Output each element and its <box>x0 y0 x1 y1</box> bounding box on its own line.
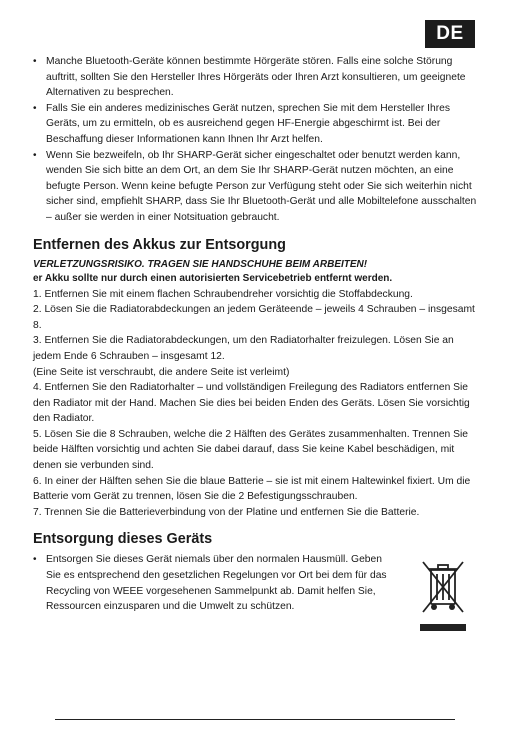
footer-rule <box>55 719 455 720</box>
step-item: 7. Trennen Sie die Batterieverbindung von der Platine und entfernen Sie die Batterie. <box>33 506 420 518</box>
step-item: 5. Lösen Sie die 8 Schrauben, welche die 2 Hälften des Gerätes zusammenhalten. Trennen Sie beide Hälften vorsichtig und achten Sie dabei darauf, dass Sie keine Kabel beschädigen, mit denen sie verbunden sind. <box>33 428 469 472</box>
bullet-item: • Manche Bluetooth-Geräte können bestimmte Hörgeräte stören. Falls eine solche Störung auftritt, sollten Sie den Hersteller Ihres Hörgeräts oder Ihren Arzt konsultieren, um geeignete Alternativen zu besprechen. <box>33 54 477 101</box>
disposal-section <box>33 530 477 614</box>
disposal-bullet-list <box>33 552 393 614</box>
service-note: er Akku sollte nur durch einen autorisierten Servicebetrieb entfernt werden. <box>33 272 393 284</box>
step-item: 1. Entfernen Sie mit einem flachen Schraubendreher vorsichtig die Stoffabdeckung. <box>33 288 413 300</box>
step-item: 2. Lösen Sie die Radiatorabdeckungen an jedem Geräteende – jeweils 4 Schrauben – insgesamt 8. <box>33 304 475 331</box>
bullet-item: • Falls Sie ein anderes medizinisches Gerät nutzen, sprechen Sie mit dem Hersteller Ihres Geräts, um zu ermitteln, ob es ausreichend gegen HF-Energie abgeschirmt ist. Bei der Beschaffung dieser Informationen kann Ihnen Ihr Arzt helfen. <box>33 101 477 148</box>
step-item: 4. Entfernen Sie den Radiatorhalter – und vollständigen Freilegung des Radiators entfernen Sie den Radiator mit der Hand. Machen Sie dies bei beiden Enden des Geräts. Lösen Sie vorsichtig den Radiator. <box>33 382 470 425</box>
removal-steps <box>33 287 477 521</box>
page-content <box>33 54 477 615</box>
step-item: 6. In einer der Hälften sehen Sie die blaue Batterie – sie ist mit einem Haltewinkel fixiert. Um die Batterie vom Gerät zu trennen, lösen Sie die 2 Befestigungsschrauben. <box>33 475 471 503</box>
injury-warning: VERLETZUNGSRISIKO. TRAGEN SIE HANDSCHUHE BEIM ARBEITEN! <box>33 258 368 270</box>
safety-bullet-list <box>33 54 477 226</box>
weee-crossed-bin-icon <box>418 556 468 636</box>
language-badge: DE <box>425 20 475 48</box>
battery-removal-heading: Entfernen des Akkus zur Entsorgung <box>33 236 286 253</box>
bullet-item: • Wenn Sie bezweifeln, ob Ihr SHARP-Gerät sicher eingeschaltet oder benutzt werden kann, wenden Sie sich bitte an dem Ort, an dem Sie Ihr SHARP-Gerät nutzen möchten, an eine befugte Person. Wenn keine befugte Person zur Verfügung steht oder Sie sich weiterhin nicht sicher sind, empfiehlt SHARP, dass Sie Ihr Bluetooth-Gerät und alle Mobiltelefone ausschalten – außer sie werden in einer Notsituation gebraucht. <box>33 148 477 226</box>
step-item: 3. Entfernen Sie die Radiatorabdeckungen, um den Radiatorhalter freizulegen. Lösen Sie an jedem Ende 6 Schrauben – insgesamt 12. <box>33 335 454 362</box>
bullet-item: • Entsorgen Sie dieses Gerät niemals über den normalen Hausmüll. Geben Sie es entsprechend den gesetzlichen Regelungen vor Ort bei dem für das Recycling von WEEE vorgesehenen Sammelpunkt ab. Damit helfen Sie, Ressourcen einzusparen und die Umwelt zu schützen. <box>33 552 393 614</box>
step-item: (Eine Seite ist verschraubt, die andere Seite ist verleimt) <box>33 366 290 378</box>
disposal-heading: Entsorgung dieses Geräts <box>33 531 213 548</box>
